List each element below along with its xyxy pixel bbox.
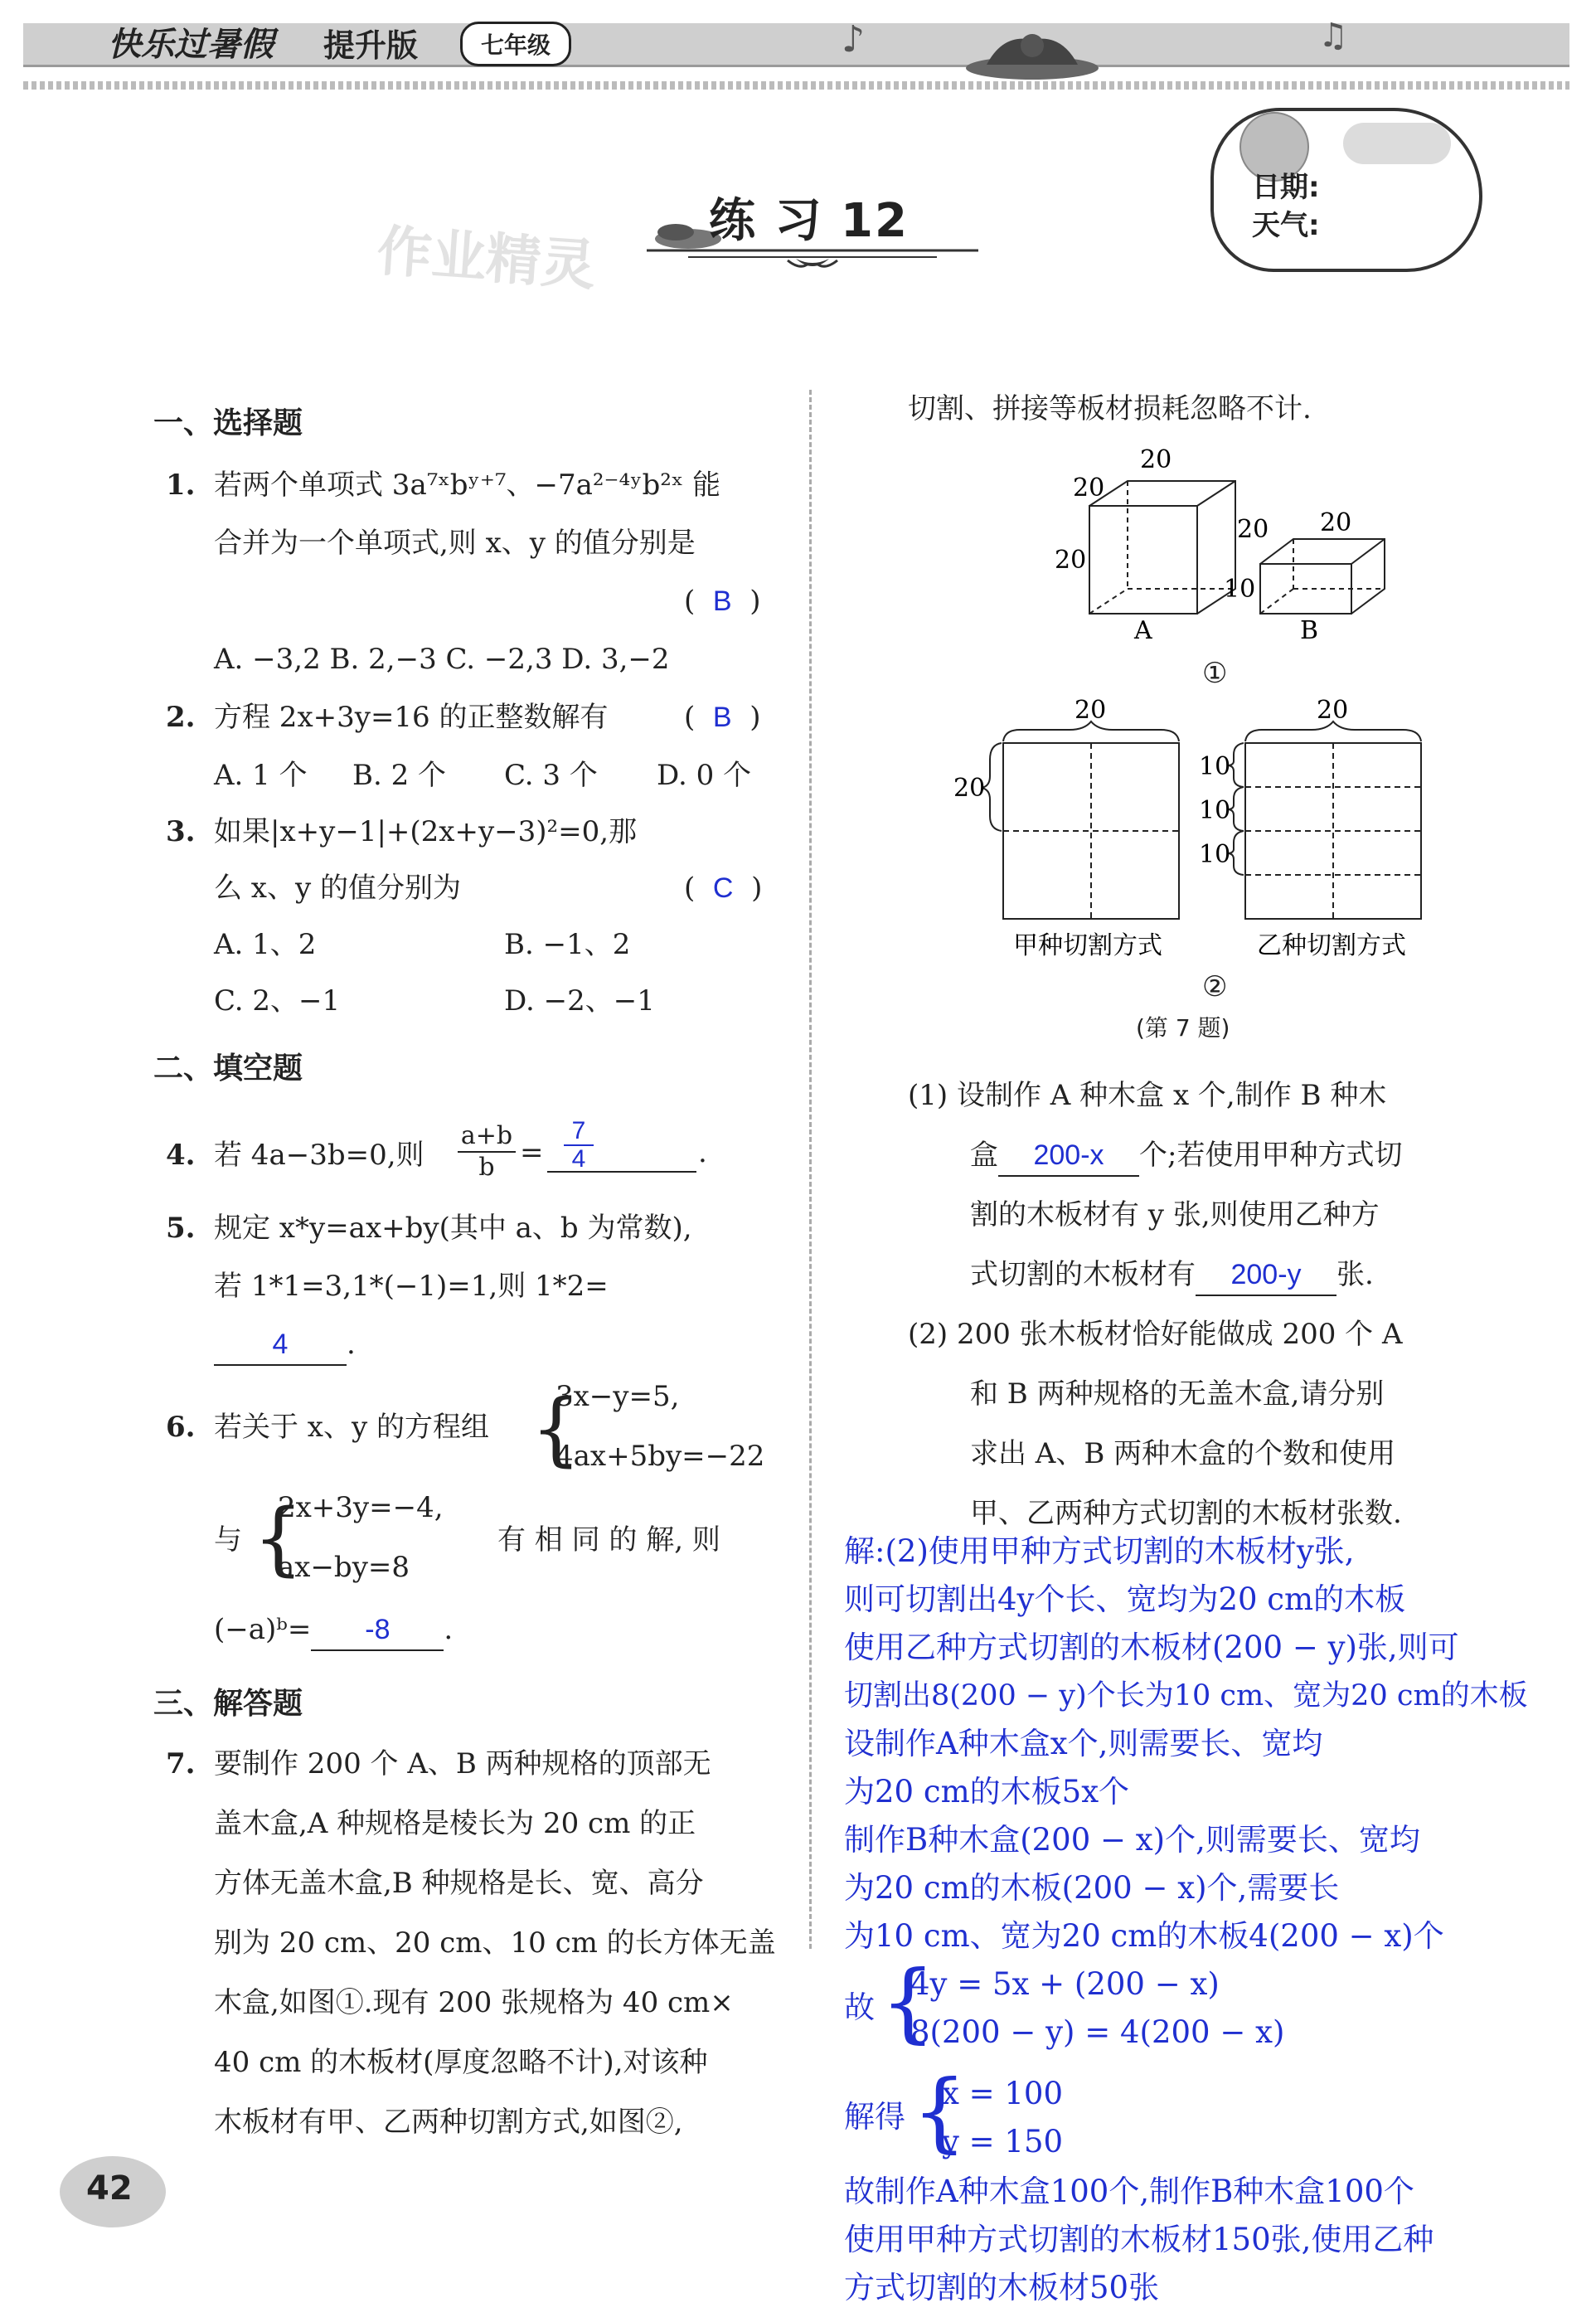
q1-answer-bracket: ( B ) bbox=[684, 585, 761, 618]
solution-line-6: 为20 cm的木板5x个 bbox=[844, 1774, 1130, 1810]
q7-p1-line4b: 张. bbox=[1336, 1258, 1374, 1291]
q5-blank-line: 4 . bbox=[214, 1315, 356, 1373]
solution-line-1: 解:(2)使用甲种方式切割的木板材y张, bbox=[844, 1533, 1355, 1569]
box-b-dim-top: 20 bbox=[1320, 508, 1352, 537]
q3-option-b: B. −1、2 bbox=[504, 928, 631, 961]
solution-line-9: 为10 cm、宽为20 cm的木板4(200 − x)个 bbox=[844, 1918, 1444, 1954]
book-title: 快乐过暑假 bbox=[108, 26, 274, 64]
box-b-dim-depth: 20 bbox=[1237, 515, 1269, 544]
cut-b-label: 乙种切割方式 bbox=[1257, 931, 1406, 960]
figure-1-boxes bbox=[1053, 448, 1434, 647]
q6-brace-1: { bbox=[531, 1382, 582, 1475]
q7-p1-answer1: 200-x bbox=[998, 1135, 1139, 1177]
q6-sys1-eq1: 3x−y=5, bbox=[555, 1380, 680, 1413]
q7-p1-answer2: 200-y bbox=[1196, 1255, 1336, 1296]
yi-dim-2: 10 bbox=[1199, 796, 1231, 825]
solution-eq-1: 4y = 5x + (200 − x) bbox=[910, 1966, 1220, 2002]
section-heading-choice: 一、选择题 bbox=[153, 406, 303, 440]
solution-brace-2: { bbox=[912, 2061, 968, 2162]
box-a-label: A bbox=[1134, 616, 1152, 645]
q2-option-c: C. 3 个 bbox=[504, 759, 598, 792]
yi-dim-1: 10 bbox=[1199, 752, 1231, 781]
q7-p1-line4a: 式切割的木板材有 bbox=[970, 1258, 1196, 1291]
solution-line-7: 制作B种木盒(200 − x)个,则需要长、宽均 bbox=[844, 1822, 1420, 1858]
figure-2-cutting bbox=[953, 697, 1451, 970]
q7-line-8: 切割、拼接等板材损耗忽略不计. bbox=[908, 392, 1312, 425]
solution-eq-2: 8(200 − y) = 4(200 − x) bbox=[910, 2014, 1285, 2050]
q3-answer-bracket: ( C ) bbox=[684, 872, 763, 905]
q3-answer: C bbox=[712, 872, 734, 904]
box-b-cuboid bbox=[1260, 539, 1385, 614]
box-a-dim-depth: 20 bbox=[1073, 474, 1105, 503]
box-b-label: B bbox=[1300, 616, 1319, 645]
q5-number: 5. bbox=[166, 1212, 196, 1245]
solution-end-2: 使用甲种方式切割的木板材150张,使用乙种 bbox=[844, 2222, 1434, 2257]
q1-line1: 若两个单项式 3a⁷ˣbʸ⁺⁷、−7a²⁻⁴ʸb²ˣ 能 bbox=[214, 469, 721, 502]
solution-line-5: 设制作A种木盒x个,则需要长、宽均 bbox=[844, 1726, 1323, 1761]
q3-line2: 么 x、y 的值分别为 bbox=[214, 872, 461, 905]
q7-line-4: 别为 20 cm、20 cm、10 cm 的长方体无盖 bbox=[214, 1926, 776, 1960]
section-heading-fill: 二、填空题 bbox=[153, 1052, 303, 1086]
q6-with: 与 bbox=[214, 1523, 242, 1557]
q7-p2-line4: 甲、乙两种方式切割的木板材张数. bbox=[970, 1497, 1402, 1530]
q2-answer-bracket: ( B ) bbox=[684, 701, 761, 734]
q2-option-b: B. 2 个 bbox=[352, 759, 447, 792]
q7-p2-line2: 和 B 两种规格的无盖木盒,请分别 bbox=[970, 1377, 1385, 1411]
solution-res-1: x = 100 bbox=[942, 2076, 1064, 2111]
q4-frac-num: a+b bbox=[458, 1121, 516, 1153]
q7-p1-line1: (1) 设制作 A 种木盒 x 个,制作 B 种木 bbox=[908, 1079, 1387, 1112]
jia-dim-side: 20 bbox=[953, 774, 986, 803]
yi-dim-3: 10 bbox=[1199, 840, 1231, 869]
watermark: 作业精灵 bbox=[375, 218, 598, 299]
q6-text: 若关于 x、y 的方程组 bbox=[214, 1411, 489, 1444]
q7-line-5: 木盒,如图①.现有 200 张规格为 40 cm× bbox=[214, 1986, 734, 2019]
q4-fraction bbox=[458, 1121, 516, 1183]
q6-brace-2: { bbox=[253, 1492, 304, 1585]
q2-option-d: D. 0 个 bbox=[657, 759, 752, 792]
q7-p1-line3: 割的木板材有 y 张,则使用乙种方 bbox=[970, 1198, 1380, 1231]
q6-expr: (−a)ᵇ= bbox=[214, 1613, 312, 1646]
q4-number: 4. bbox=[166, 1139, 196, 1172]
note-icon-2: ♫ bbox=[1318, 17, 1348, 55]
q1-number: 1. bbox=[166, 469, 196, 502]
q7-line-6: 40 cm 的木板材(厚度忽略不计),对该种 bbox=[214, 2046, 708, 2079]
q7-p2-line1: (2) 200 张木板材恰好能做成 200 个 A bbox=[908, 1318, 1403, 1351]
cut-a-label: 甲种切割方式 bbox=[1013, 931, 1162, 960]
q5-line1: 规定 x*y=ax+by(其中 a、b 为常数), bbox=[214, 1212, 692, 1245]
weather-label: 天气: bbox=[1252, 209, 1320, 242]
solution-jiede: 解得 bbox=[844, 2099, 905, 2135]
date-label: 日期: bbox=[1252, 171, 1320, 204]
q2-answer: B bbox=[712, 702, 732, 733]
q4-text: 若 4a−3b=0,则 bbox=[214, 1139, 424, 1172]
q5-answer: 4 bbox=[214, 1324, 347, 1366]
yi-dim-top: 20 bbox=[1317, 697, 1349, 725]
q1-answer: B bbox=[712, 585, 732, 617]
q4-answer-den: 4 bbox=[571, 1145, 586, 1173]
solution-line-8: 为20 cm的木板(200 − x)个,需要长 bbox=[844, 1870, 1340, 1906]
q5-line2: 若 1*1=3,1*(−1)=1,则 1*2= bbox=[214, 1270, 609, 1303]
column-divider bbox=[809, 390, 812, 1949]
q7-p1-line2a: 盒 bbox=[970, 1139, 998, 1172]
q1-line2: 合并为一个单项式,则 x、y 的值分别是 bbox=[214, 527, 696, 560]
q3-line1: 如果|x+y−1|+(2x+y−3)²=0,那 bbox=[214, 815, 638, 848]
section-heading-solve: 三、解答题 bbox=[153, 1687, 303, 1721]
q6-sys2-eq2: ax−by=8 bbox=[278, 1551, 410, 1584]
grade-badge: 七年级 bbox=[460, 22, 571, 66]
q4-answer-fraction bbox=[564, 1118, 594, 1173]
jia-dim-top: 20 bbox=[1075, 697, 1107, 725]
q7-line-2: 盖木盒,A 种规格是棱长为 20 cm 的正 bbox=[214, 1807, 696, 1840]
edition-label: 提升版 bbox=[323, 27, 419, 64]
page-number: 42 bbox=[86, 2169, 133, 2208]
q1-options: A. −3,2 B. 2,−3 C. −2,3 D. 3,−2 bbox=[214, 643, 670, 676]
q7-line-3: 方体无盖木盒,B 种规格是长、宽、高分 bbox=[214, 1867, 704, 1900]
music-note-icon: ♪ bbox=[842, 18, 866, 61]
q7-p2-line3: 求出 A、B 两种木盒的个数和使用 bbox=[970, 1437, 1396, 1470]
q3-number: 3. bbox=[166, 815, 196, 848]
solution-end-1: 故制作A种木盒100个,制作B种木盒100个 bbox=[844, 2174, 1414, 2209]
q7-line-7: 木板材有甲、乙两种切割方式,如图②, bbox=[214, 2106, 683, 2139]
cloud-icon bbox=[1343, 123, 1451, 164]
solution-line-3: 使用乙种方式切割的木板材(200 − y)张,则可 bbox=[844, 1630, 1459, 1665]
q6-sys2-eq1: 2x+3y=−4, bbox=[278, 1491, 444, 1524]
cut-method-yi bbox=[1229, 721, 1421, 919]
solution-brace-1: { bbox=[880, 1951, 936, 2052]
q4-eq: = bbox=[520, 1136, 544, 1169]
solution-gu: 故 bbox=[844, 1989, 875, 2025]
q7-p1-line4 bbox=[970, 1246, 1374, 1304]
q2-number: 2. bbox=[166, 701, 196, 734]
solution-line-2: 则可切割出4y个长、宽均为20 cm的木板 bbox=[844, 1581, 1406, 1617]
q6-number: 6. bbox=[166, 1411, 196, 1444]
box-a-cube bbox=[1089, 481, 1235, 614]
q6-expr-line: (−a)ᵇ= -8 . bbox=[214, 1601, 453, 1659]
q3-option-a: A. 1、2 bbox=[214, 928, 317, 961]
q6-sys1-eq2: 4ax+5by=−22 bbox=[555, 1440, 765, 1473]
box-a-dim-top: 20 bbox=[1140, 448, 1172, 474]
q2-line1: 方程 2x+3y=16 的正整数解有 bbox=[214, 701, 609, 734]
cut-method-jia bbox=[982, 721, 1179, 919]
q7-line-1: 要制作 200 个 A、B 两种规格的顶部无 bbox=[214, 1747, 711, 1780]
q4-frac-den: b bbox=[478, 1153, 495, 1182]
solution-res-2: y = 150 bbox=[942, 2124, 1064, 2159]
q7-p1-line2b: 个;若使用甲种方式切 bbox=[1139, 1139, 1403, 1172]
q6-answer: -8 bbox=[311, 1610, 444, 1651]
header-stripe bbox=[23, 81, 1569, 90]
q4-period: . bbox=[698, 1136, 707, 1169]
solution-line-4: 切割出8(200 − y)个长为10 cm、宽为20 cm的木板 bbox=[844, 1679, 1528, 1712]
q4-answer-num: 7 bbox=[564, 1118, 594, 1146]
dragon-ornament-icon bbox=[962, 17, 1103, 83]
figure-caption: (第 7 题) bbox=[1136, 1014, 1230, 1042]
q2-option-a: A. 1 个 bbox=[214, 759, 308, 792]
q7-p1-line2 bbox=[970, 1126, 1402, 1184]
q7-number: 7. bbox=[166, 1747, 196, 1780]
solution-end-3: 方式切割的木板材50张 bbox=[844, 2270, 1160, 2305]
q3-option-c: C. 2、−1 bbox=[214, 984, 341, 1018]
box-a-dim-height: 20 bbox=[1055, 546, 1087, 575]
page-title: 练 习 12 bbox=[709, 194, 909, 248]
box-b-dim-height: 10 bbox=[1224, 575, 1256, 604]
q6-tail: 有 相 同 的 解, 则 bbox=[497, 1523, 720, 1557]
q3-option-d: D. −2、−1 bbox=[504, 984, 655, 1018]
figure-2-number: ② bbox=[1202, 970, 1228, 1003]
figure-1-number: ① bbox=[1202, 657, 1228, 690]
